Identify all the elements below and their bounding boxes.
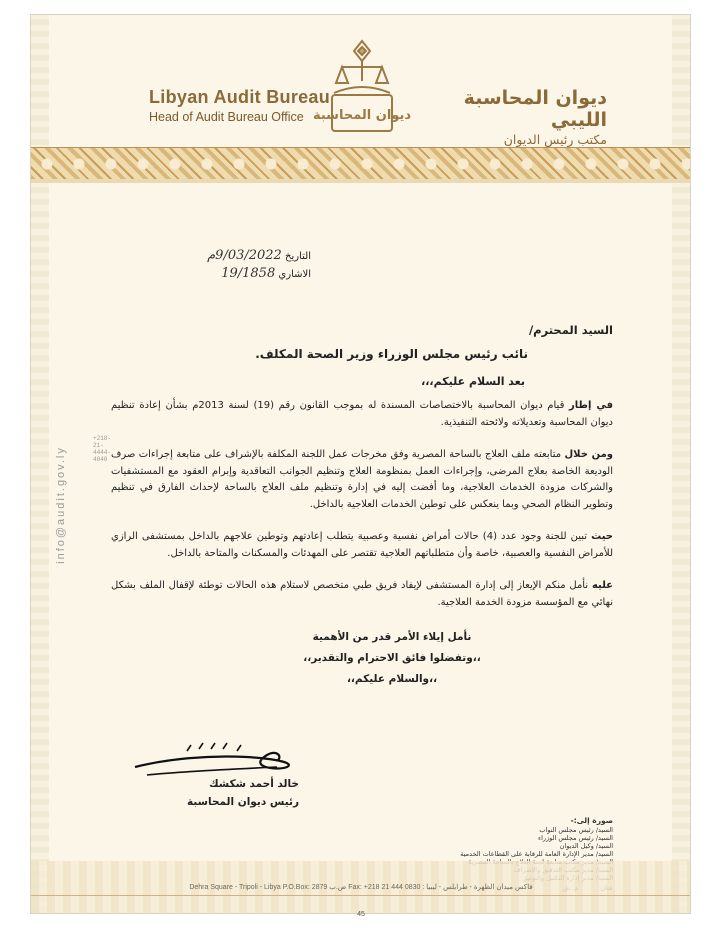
audit-bureau-emblem-icon (312, 37, 412, 137)
signatory-name: خالد أحمد شكشك (209, 778, 299, 790)
date-label: التاريخ (285, 251, 311, 262)
letter-page (30, 14, 691, 918)
date-value: 9/03/2022م (207, 248, 282, 263)
letterhead (31, 15, 690, 147)
ornamental-band-edge (31, 179, 690, 183)
cc-header: صورة إلى:- (570, 816, 613, 825)
reference-value: 19/1858 (221, 266, 276, 281)
recipient-title: نائب رئيس مجلس الوزراء وزير الصحة المكلف. (255, 347, 528, 361)
paragraph-3: حيث تبين للجنة وجود عدد (4) حالات أمراض نفسية وعصبية يتطلب إعادتهم وتوطين علاجهم بالداخل بمستشفى الرازي للأمراض النفسية والعصبية، خاصة وأن متطلباتهم العلاجية تقتصر على المهدئات والمسكنات والمتاحة بالداخل. (111, 531, 613, 559)
reference-label: الاشاري (278, 269, 311, 280)
ornamental-band (31, 147, 690, 181)
salutation: السيد المحترم/ (528, 323, 613, 337)
svg-text:ديوان المحاسبة: ديوان المحاسبة (312, 108, 412, 123)
footer-divider (31, 895, 690, 896)
page-number: 45 (357, 911, 365, 918)
english-subtitle: Head of Audit Bureau Office (149, 110, 304, 124)
footer-address: Dehra Square - Tripoli - Libya P.O.Box: 2879 ص.ب Fax: +218 21 444 0830 : فاكس ميدان الظهرة - طرابلس - ليبيا (189, 884, 533, 891)
reference-row (171, 265, 311, 283)
greeting: بعد السلام عليكم،،، (421, 375, 525, 388)
arabic-logo-text (407, 87, 607, 147)
cc-item: السيد/ مدير الإدارة العامة للرقابة على القطاعات الخدمية (460, 850, 613, 858)
english-title: Libyan Audit Bureau (149, 87, 331, 107)
english-logo-text (149, 87, 330, 124)
side-phone-numbers: +218-21-4444-4040 (93, 435, 112, 463)
date-reference-block (171, 247, 311, 283)
closing-line-1: نأمل إيلاء الأمر قدر من الأهمية (312, 631, 472, 643)
side-email: info@audit.gov.ly (55, 446, 67, 564)
closing-line-2: ،،وتفضلوا فائق الاحترام والتقدير،، (303, 652, 481, 664)
cc-item: السيد/ رئيس مجلس الوزراء (538, 834, 613, 842)
paragraph-4: عليه نأمل منكم الإيعاز إلى إدارة المستشفى لإيفاد فريق طبي متخصص لاستلام هذه الحالات توطئة لإقفال الملف بشكل نهائي مع المؤسسة مزودة الخدمة العلاجية. (111, 580, 614, 608)
cc-item: السيد/ وكيل الديوان (559, 842, 613, 850)
date-row (171, 247, 311, 265)
signatory-title: رئيس ديوان المحاسبة (187, 796, 299, 808)
closing-line-3: ،،والسلام عليكم،، (346, 673, 438, 685)
letter-body (111, 323, 613, 690)
arabic-title: ديوان المحاسبة الليبي (463, 87, 607, 131)
signatory-block (149, 775, 299, 811)
paragraph-1: في إطار قيام ديوان المحاسبة بالاختصاصات المسندة له بموجب القانون رقم (19) لسنة 2013م بشأن إعادة تنظيم ديوان المحاسبة وتعديلاته ولائحته التنفيذية. (111, 400, 613, 428)
arabic-subtitle: مكتب رئيس الديوان (503, 132, 607, 147)
paragraph-2: ومن خلال متابعته ملف العلاج بالساحة المصرية وفق مخرجات عمل اللجنة المكلفة بالإشراف على متابعة إجراءات صرف الوديعة الخاصة بعلاج المرضى، وإجراءات العمل بمنظومة العلاج وتنظيم الجوانب التعاقدية وإبرام العقود مع المستشفيات والشركات مزودة الخدمات العلاجية، وما أفضت إليه في إدارة وتنظيم ملف العلاج بالساحة لإحداث الفارق في تنظيم وتطوير النظام الصحي وبما ينعكس على توطين الخدمات العلاجية بالداخل. (111, 449, 614, 510)
cc-item: السيد/ رئيس مجلس النواب (539, 826, 613, 834)
